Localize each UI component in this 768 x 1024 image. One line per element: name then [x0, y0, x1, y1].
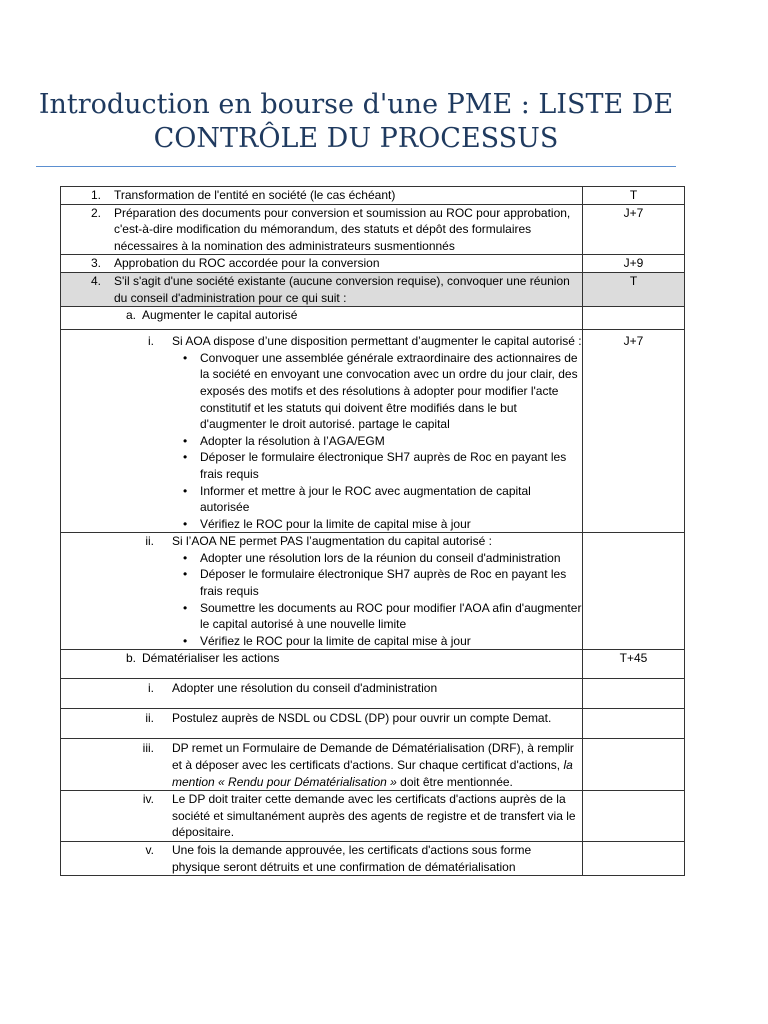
deadline-cell	[583, 307, 685, 330]
list-item: • Vérifiez le ROC pour la limite de capital mise à jour	[175, 633, 582, 650]
step-text: Si AOA dispose d’une disposition permettant d’augmenter le capital autorisé :	[172, 334, 582, 349]
step-text: Augmenter le capital autorisé	[142, 308, 298, 323]
table-row	[61, 204, 685, 255]
title-divider	[36, 166, 676, 167]
step-text-part: doit être mentionnée.	[400, 774, 513, 789]
step-text: Transformation de l'entité en société (le cas échéant)	[114, 188, 396, 202]
table-row	[61, 307, 685, 330]
step-number: 1.	[90, 188, 101, 202]
step-cell	[61, 842, 583, 876]
list-item: • Informer et mettre à jour le ROC avec augmentation de capital autorisée	[175, 483, 582, 516]
step-text: Si l’AOA NE permet PAS l’augmentation du capital autorisé :	[172, 534, 492, 549]
list-item: • Déposer le formulaire électronique SH7 auprès de Roc en payant les frais requis	[175, 566, 582, 599]
step-letter: b.	[125, 651, 136, 666]
step-text: S'il s'agit d'une société existante (aucune conversion requise), convoquer une réunion du conseil d'administration pour ce qui suit :	[114, 273, 570, 305]
step-cell	[61, 307, 583, 330]
table-row	[61, 650, 685, 679]
step-cell	[61, 679, 583, 709]
table-row	[61, 187, 685, 205]
deadline-cell	[583, 679, 685, 709]
step-number: 3.	[90, 256, 101, 271]
deadline-cell	[583, 739, 685, 791]
step-cell	[61, 255, 583, 273]
deadline-cell: T+45	[583, 650, 685, 679]
step-cell	[61, 272, 583, 306]
step-text: Préparation des documents pour conversion et soumission au ROC pour approbation, c'est-à-dire modification du mémorandum, des statuts et dépôt des formulaires nécessaires à la nomination des administrateurs susmentionnés	[114, 205, 571, 253]
deadline-cell: J+7	[583, 330, 685, 533]
list-item: • Adopter une résolution lors de la réunion du conseil d'administration	[175, 550, 582, 567]
step-roman: i.	[148, 334, 154, 349]
step-text: Dématérialiser les actions	[142, 651, 280, 666]
table-row	[61, 739, 685, 791]
step-cell	[61, 739, 583, 791]
table-row	[61, 842, 685, 876]
step-cell	[61, 791, 583, 842]
deadline-cell: T	[583, 187, 685, 205]
deadline-cell	[583, 791, 685, 842]
table-row	[61, 791, 685, 842]
deadline-cell: J+9	[583, 255, 685, 273]
step-cell	[61, 330, 583, 533]
step-letter: a.	[125, 308, 136, 323]
step-cell	[61, 204, 583, 255]
table-row	[61, 330, 685, 533]
list-item: • Soumettre les documents au ROC pour modifier l'AOA afin d'augmenter le capital autorisé à une nouvelle limite	[175, 600, 582, 633]
italic-mention: la mention « Rendu pour Dématérialisation »	[172, 758, 573, 789]
bullet-list	[61, 550, 582, 650]
step-cell	[61, 187, 583, 205]
table-row-highlighted	[61, 272, 685, 306]
document-title: Introduction en bourse d'une PME : LISTE DE CONTRÔLE DU PROCESSUS	[38, 89, 674, 154]
list-item: • Adopter la résolution à l’AGA/EGM	[175, 433, 582, 450]
deadline-cell	[583, 533, 685, 650]
step-cell	[61, 709, 583, 739]
table-row	[61, 679, 685, 709]
step-text-part: DP remet un Formulaire de Demande de Dématérialisation (DRF), à remplir et à déposer avec les certificats d'actions. Sur chaque certificat d'actions,	[172, 741, 574, 773]
deadline-cell: T	[583, 272, 685, 306]
table-row	[61, 255, 685, 273]
step-text	[154, 740, 582, 790]
step-roman: iv.	[142, 792, 154, 807]
list-item: • Déposer le formulaire électronique SH7 auprès de Roc en payant les frais requis	[175, 449, 582, 482]
deadline-cell	[583, 709, 685, 739]
deadline-cell	[583, 842, 685, 876]
step-roman: ii.	[145, 534, 154, 549]
list-item: • Convoquer une assemblée générale extraordinaire des actionnaires de la société en envoyant une convocation avec un ordre du jour clair, des exposés des motifs et des résolutions à adopter pour modifier l'acte constitutif et les statuts qui doivent être modifiés dans le but d'augmenter le droit autorisé. partage le capital	[175, 350, 582, 433]
step-roman: v.	[145, 843, 154, 857]
table-row	[61, 533, 685, 650]
step-roman: i.	[148, 681, 154, 696]
bullet-list	[61, 350, 582, 533]
step-text: Adopter une résolution du conseil d'administration	[172, 681, 438, 696]
process-checklist-table	[60, 186, 685, 876]
step-number: 2.	[90, 205, 101, 220]
step-roman: iii.	[142, 741, 154, 756]
step-text: Le DP doit traiter cette demande avec les certificats d'actions auprès de la société et simultanément auprès des agents de registre et de transfert via le dépositaire.	[172, 792, 576, 840]
step-number: 4.	[90, 273, 101, 288]
step-roman: ii.	[145, 711, 154, 726]
step-text: Une fois la demande approuvée, les certificats d'actions sous forme physique seront détruits et une confirmation de dématérialisation	[172, 843, 532, 874]
table-row	[61, 709, 685, 739]
list-item: • Vérifiez le ROC pour la limite de capital mise à jour	[175, 516, 582, 533]
step-text: Postulez auprès de NSDL ou CDSL (DP) pour ouvrir un compte Demat.	[172, 711, 552, 726]
step-text: Approbation du ROC accordée pour la conversion	[114, 256, 380, 271]
step-cell	[61, 650, 583, 679]
step-cell	[61, 533, 583, 650]
deadline-cell: J+7	[583, 204, 685, 255]
